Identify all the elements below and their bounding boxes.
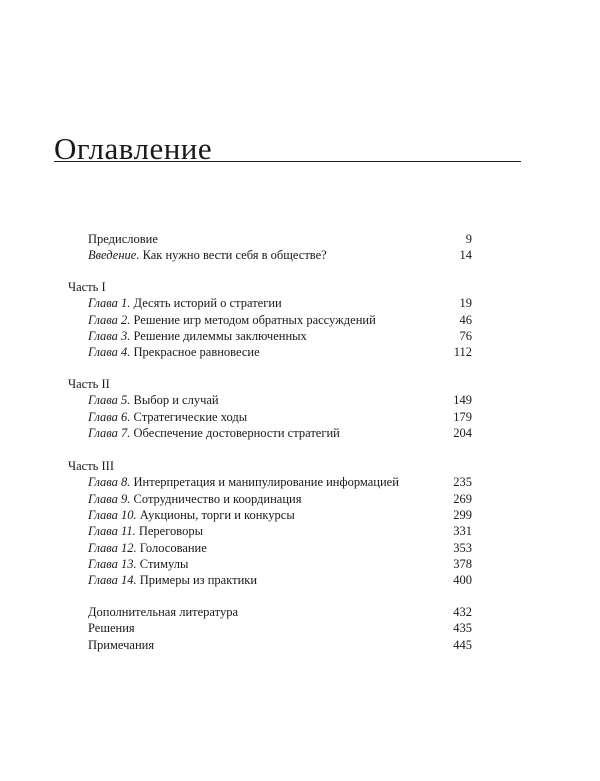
toc-entry-prefix: Глава 4.	[88, 345, 131, 360]
part-heading: Часть I	[68, 280, 106, 294]
toc-entry-title: Примеры из практики	[136, 573, 258, 588]
toc-entry-prefix: Глава 12.	[88, 540, 137, 555]
toc-entry-label	[68, 475, 399, 489]
toc-entry-page: 179	[453, 409, 472, 424]
toc-entry-page: 204	[453, 425, 472, 440]
toc-entry-title: Интерпретация и манипулирование информацией	[130, 475, 399, 490]
toc-entry-prefix: Глава 11.	[88, 524, 136, 539]
toc-entry-title: Как нужно вести себя в обществе?	[139, 248, 327, 263]
toc-entry-label	[68, 426, 340, 440]
toc-entry-prefix: Глава 8.	[88, 475, 131, 490]
toc-entry	[68, 474, 472, 491]
toc-entry-prefix: Глава 10.	[88, 507, 137, 522]
toc-entry-label	[68, 621, 135, 635]
toc-entry-prefix: Глава 13.	[88, 556, 137, 571]
toc-entry-title: Прекрасное равновесие	[130, 345, 260, 360]
toc-entry-title: Голосование	[136, 540, 207, 555]
toc-entry-label	[68, 313, 376, 327]
toc-entry-prefix: Введение.	[88, 248, 140, 263]
toc-entry-prefix: Глава 9.	[88, 491, 131, 506]
toc-entry	[68, 604, 472, 621]
toc-entry-label	[68, 232, 158, 246]
toc-entry-label	[68, 573, 257, 587]
toc-entry-page: 235	[453, 475, 472, 490]
toc-entry	[68, 637, 472, 654]
toc-entry-title: Решение дилеммы заключенных	[130, 328, 307, 343]
toc-entry-page: 269	[453, 491, 472, 506]
toc-entry-page: 331	[453, 524, 472, 539]
toc-entry	[68, 231, 472, 248]
toc-entry	[68, 572, 472, 589]
page-title: Оглавление	[54, 130, 213, 166]
toc-entry	[68, 409, 472, 426]
toc-entry-label	[68, 638, 154, 652]
toc-entry-title: Аукционы, торги и конкурсы	[136, 507, 295, 522]
toc-entry-label	[68, 492, 301, 506]
toc-entry-page: 149	[453, 393, 472, 408]
toc-entry	[68, 295, 472, 312]
toc-entry-prefix: Глава 2.	[88, 312, 131, 327]
toc-entry-page: 19	[459, 296, 472, 311]
toc-entry-label	[68, 557, 188, 571]
toc-entry-title: Решения	[88, 621, 135, 636]
toc-entry-page: 432	[453, 605, 472, 619]
part-heading: Часть II	[68, 377, 110, 391]
toc-entry-title: Десять историй о стратегии	[130, 296, 282, 311]
toc-entry	[68, 620, 472, 637]
toc-entry	[68, 540, 472, 557]
toc-entry-page: 46	[459, 312, 472, 327]
toc-entry-label	[68, 410, 247, 424]
toc-entry-page: 445	[453, 637, 472, 652]
toc-entry-prefix: Глава 3.	[88, 328, 131, 343]
toc-entry	[68, 523, 472, 540]
toc-entry	[68, 344, 472, 361]
toc-entry-title: Стратегические ходы	[130, 409, 248, 424]
toc-entry-prefix: Глава 7.	[88, 425, 131, 440]
toc-entry-label	[68, 508, 295, 522]
toc-entry-title: Решение игр методом обратных рассуждений	[130, 312, 376, 327]
toc-entry	[68, 425, 472, 442]
toc-entry-title: Выбор и случай	[130, 393, 219, 408]
toc-entry-label	[68, 393, 219, 407]
toc-entry-title: Обеспечение достоверности стратегий	[130, 425, 340, 440]
toc-entry	[68, 312, 472, 329]
toc-entry	[68, 491, 472, 508]
toc-entry-label	[68, 345, 260, 359]
toc-entry-page: 378	[453, 556, 472, 571]
toc-entry	[68, 392, 472, 409]
toc-entry-label	[68, 329, 307, 343]
toc-entry	[68, 328, 472, 345]
toc-entry-page: 112	[453, 345, 472, 360]
toc-entry-page: 400	[453, 573, 472, 588]
toc-entry-title: Предисловие	[88, 232, 158, 246]
toc-entry-label	[68, 605, 238, 619]
toc-entry-prefix: Глава 5.	[88, 393, 131, 408]
toc-entry-label	[68, 541, 207, 555]
toc-entry-label	[68, 296, 282, 310]
toc-entry	[68, 556, 472, 573]
toc-entry-title: Переговоры	[135, 524, 203, 539]
toc-entry-page: 9	[465, 232, 472, 246]
part-heading: Часть III	[68, 459, 114, 473]
toc-entry-page: 435	[453, 621, 472, 636]
toc-entry-label	[68, 248, 327, 262]
toc-entry-page: 299	[453, 507, 472, 522]
toc-entry-page: 14	[459, 248, 472, 263]
toc-entry-title: Стимулы	[136, 556, 189, 571]
toc-entry-prefix: Глава 6.	[88, 409, 131, 424]
toc-entry-prefix: Глава 14.	[88, 573, 137, 588]
toc-entry-page: 76	[459, 328, 472, 343]
toc-entry	[68, 247, 472, 264]
toc-entry-title: Примечания	[88, 637, 155, 652]
toc-entry-title: Сотрудничество и координация	[130, 491, 302, 506]
toc-entry-prefix: Глава 1.	[88, 296, 131, 311]
toc-entry-page: 353	[453, 540, 472, 555]
toc-entry-label	[68, 524, 203, 538]
toc-entry	[68, 507, 472, 524]
toc-entry-title: Дополнительная литература	[88, 605, 238, 619]
